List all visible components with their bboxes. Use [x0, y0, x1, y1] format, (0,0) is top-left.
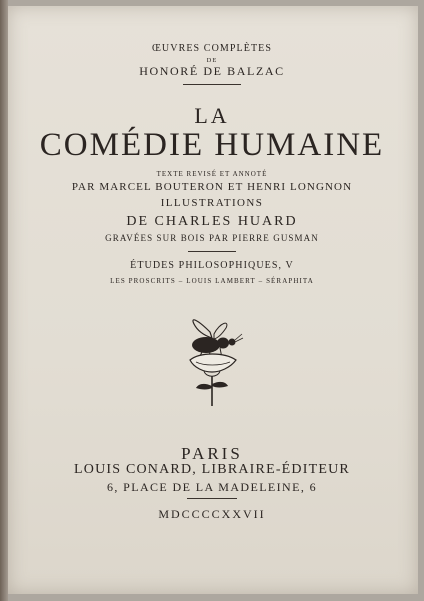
- series-de: DE: [206, 57, 218, 64]
- title-article: LA: [194, 103, 230, 128]
- imprint-rule: [187, 498, 237, 499]
- editors-line: PAR MARCEL BOUTERON ET HENRI LONGNON: [71, 181, 353, 193]
- author-rule: [183, 84, 241, 85]
- revision-line: TEXTE REVISÉ ET ANNOTÉ: [156, 170, 268, 178]
- publisher-name: LOUIS CONARD, LIBRAIRE-ÉDITEUR: [74, 462, 350, 477]
- volume-contents: LES PROSCRITS – LOUIS LAMBERT – SÉRAPHITA: [110, 277, 314, 285]
- volume-rule: [188, 251, 236, 252]
- author-name: HONORÉ DE BALZAC: [139, 64, 285, 78]
- publication-year: MDCCCCXXVII: [158, 507, 266, 521]
- series-title: ŒUVRES COMPLÈTES: [151, 43, 273, 54]
- volume-title: ÉTUDES PHILOSOPHIQUES, V: [130, 260, 294, 271]
- illustrator-line: DE CHARLES HUARD: [126, 214, 298, 229]
- publisher-address: 6, PLACE DE LA MADELEINE, 6: [106, 480, 318, 494]
- illustrations-label: ILLUSTRATIONS: [160, 197, 264, 209]
- bee-on-flower-icon: [180, 312, 244, 408]
- engraver-line: GRAVÉES SUR BOIS PAR PIERRE GUSMAN: [105, 233, 319, 243]
- imprint-city: PARIS: [181, 444, 243, 463]
- title-page: [8, 6, 418, 594]
- main-title: COMÉDIE HUMAINE: [39, 127, 385, 163]
